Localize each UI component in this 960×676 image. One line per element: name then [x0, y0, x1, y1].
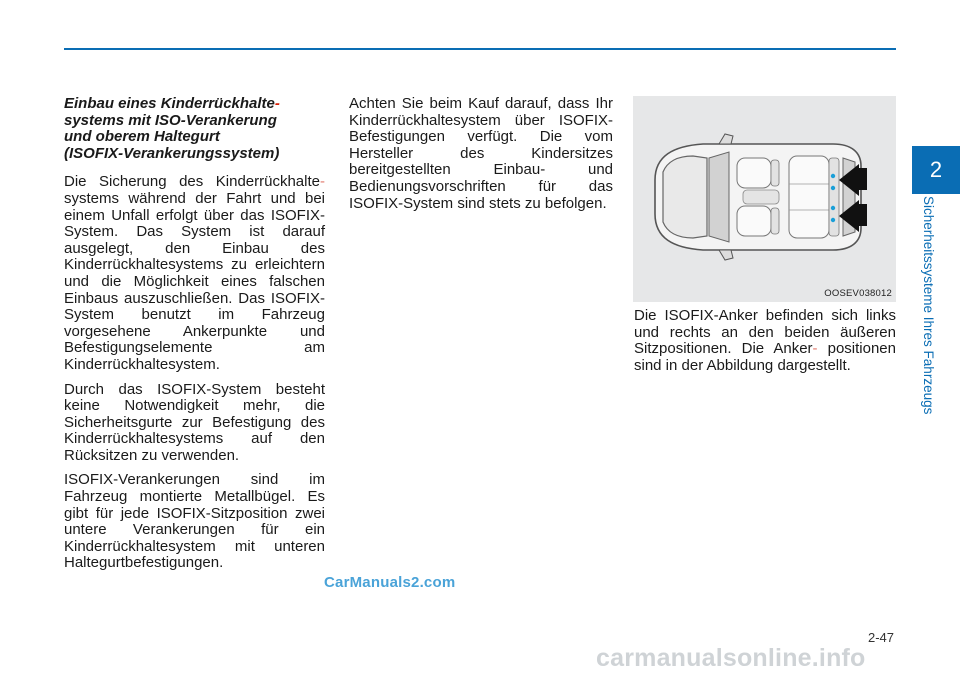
rear-backrest [829, 158, 839, 236]
chapter-title-container [920, 196, 940, 436]
paragraph-anchor-location [634, 308, 896, 374]
rear-bench [789, 156, 829, 238]
car-windshield [709, 152, 729, 242]
right-mirror [719, 250, 733, 260]
paragraph-metal-brackets: ISOFIX-Verankerungen sind im Fahrzeug montierte Metallbügel. Es gibt für jede ISOFIX-Sitzposition zwei untere Verankerungen für ein Kinderrückhaltesystem mit unteren Haltegurtbefestigungen. [64, 471, 325, 572]
front-left-backrest [771, 160, 779, 186]
isofix-anchor-right-2 [831, 218, 835, 222]
heading-line-3: und oberem Haltegurt [64, 128, 220, 146]
figure-code: OOSEV038012 [824, 288, 892, 299]
center-console [743, 190, 779, 204]
heading-line-2: systems mit ISO-Verankerung [64, 111, 277, 129]
heading-line-4: (ISOFIX-Verankerungssystem) [64, 144, 280, 162]
isofix-anchor-left-2 [831, 186, 835, 190]
heading-hyphen: - [274, 95, 280, 112]
paragraph-isofix-intro-start: Die Sicherung des Kinderrückhalte [64, 173, 320, 191]
front-right-seat [737, 206, 771, 236]
page-number: 2-47 [867, 630, 894, 645]
isofix-anchor-right-1 [831, 206, 835, 210]
car-hood [663, 156, 707, 238]
watermark-carmanualsonline: carmanualsonline.info [596, 644, 866, 672]
paragraph-anchor-location-rest: positionen sind in der Abbildung dargestellt. [634, 340, 896, 374]
isofix-anchor-left-1 [831, 174, 835, 178]
heading-line-1-text: Einbau eines Kinderrückhalte [64, 95, 275, 112]
heading-line-1 [64, 96, 325, 113]
paragraph-anchor-hyphen: - [812, 340, 818, 358]
front-left-seat [737, 158, 771, 188]
left-mirror [719, 134, 733, 144]
chapter-number-tab: 2 [912, 146, 960, 194]
paragraph-isofix-intro [64, 174, 325, 373]
right-column [634, 308, 896, 382]
car-top-view-isofix-illustration [633, 96, 896, 302]
paragraph-anchor-location-start: Die ISOFIX-Anker befinden sich links und rechts an den beiden äußeren Sitzpositionen. Die Anker [634, 307, 896, 358]
isofix-figure [633, 96, 896, 302]
top-rule [64, 48, 896, 50]
section-heading [64, 96, 325, 162]
paragraph-purchase-advice: Achten Sie beim Kauf darauf, dass Ihr Kinderrückhaltesystem über ISOFIX-Befestigungen verfügt. Die vom Hersteller des Kindersitzes bereitgestellten Einbau- und Bedienungsvorschriften für das ISOFIX-System sind stets zu befolgen. [349, 95, 613, 212]
front-right-backrest [771, 208, 779, 234]
left-column [64, 96, 325, 580]
watermark-carmanuals2: CarManuals2.com [324, 574, 456, 591]
middle-column [349, 96, 613, 220]
paragraph-isofix-intro-rest: systems während der Fahrt und bei einem Unfall erfolgt über das ISOFIX-System. Das System ist darauf ausgelegt, den Einbau des Kinderrückhaltesystems zu erleichtern und die Möglichkeit eines falschen Einbaus auszuschließen. Das ISOFIX-System benutzt im Fahrzeug vorgesehene Ankerpunkte und Befestigungselemente am Kinderrückhaltesystem. [64, 189, 325, 373]
paragraph-hyphen: - [320, 173, 325, 191]
paragraph-no-seatbelt: Durch das ISOFIX-System besteht keine Notwendigkeit mehr, die Sicherheitsgurte zur Befestigung des Kinderrückhaltesystems auf den Rücksitzen zu verwenden. [64, 380, 325, 464]
chapter-title: Sicherheitssysteme Ihres Fahrzeugs [921, 196, 936, 415]
